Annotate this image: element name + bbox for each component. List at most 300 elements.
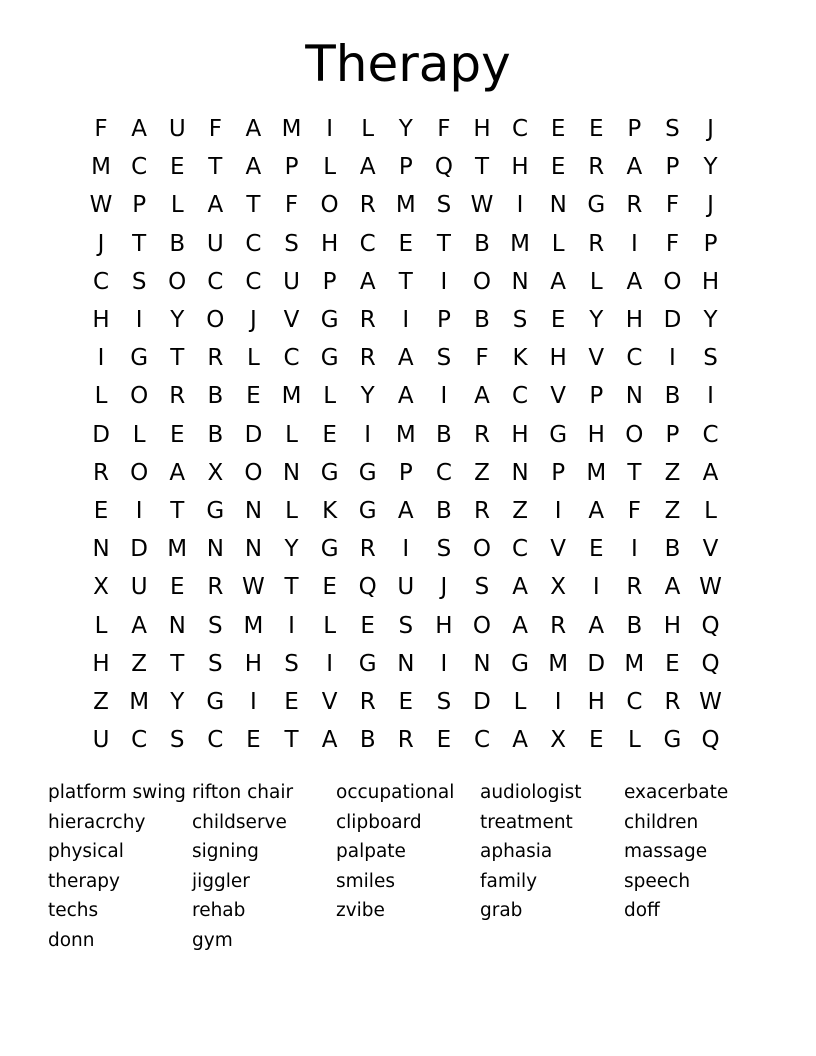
grid-letter: C — [283, 345, 300, 372]
grid-letter: W — [699, 688, 722, 715]
grid-letter: F — [665, 230, 680, 257]
word-list-item: grab — [480, 900, 523, 921]
grid-letter: T — [170, 345, 185, 372]
grid-letter: A — [474, 383, 490, 410]
grid-letter: R — [93, 459, 110, 486]
grid-letter: U — [283, 268, 300, 295]
grid-letter: E — [550, 154, 566, 181]
grid-letter: I — [402, 307, 410, 334]
grid-letter: A — [626, 268, 643, 295]
grid-letter: R — [473, 497, 490, 524]
word-list-item: signing — [192, 841, 259, 862]
grid-letter: C — [435, 459, 452, 486]
grid-letter: E — [322, 421, 337, 448]
grid-letter: N — [511, 268, 529, 295]
grid-letter: I — [669, 345, 676, 372]
grid-letter: Y — [703, 307, 718, 334]
word-list-item: rifton chair — [192, 782, 294, 803]
grid-letter: E — [284, 688, 299, 715]
grid-letter: H — [320, 230, 339, 257]
grid-letter: S — [169, 727, 185, 754]
grid-letter: T — [284, 727, 299, 754]
grid-letter: C — [702, 421, 719, 448]
grid-letter: E — [398, 230, 414, 257]
grid-letter: V — [321, 688, 338, 715]
grid-letter: W — [242, 574, 265, 601]
grid-letter: W — [470, 192, 494, 219]
grid-letter: R — [588, 154, 605, 181]
grid-letter: G — [663, 727, 682, 754]
grid-letter: C — [626, 345, 643, 372]
grid-letter: N — [168, 612, 186, 639]
grid-letter: S — [284, 230, 299, 257]
grid-letter: Q — [701, 727, 720, 754]
grid-letter: E — [246, 383, 261, 410]
grid-letter: S — [703, 345, 718, 372]
grid-letter: M — [91, 154, 111, 181]
grid-letter: Y — [170, 307, 185, 334]
word-list-item: clipboard — [336, 811, 422, 833]
grid-letter: P — [132, 192, 147, 219]
grid-letter: D — [92, 421, 110, 448]
grid-letter: R — [359, 345, 376, 372]
grid-letter: M — [167, 536, 188, 563]
word-list-item: donn — [48, 929, 95, 951]
grid-letter: R — [664, 688, 681, 715]
grid-letter: H — [473, 116, 491, 143]
grid-letter: N — [244, 536, 263, 563]
grid-letter: Z — [93, 688, 109, 715]
grid-letter: G — [320, 345, 339, 372]
grid-letter: I — [440, 650, 448, 677]
grid-letter: A — [397, 383, 414, 410]
grid-letter: G — [511, 650, 529, 677]
grid-letter: P — [703, 230, 718, 257]
grid-letter: N — [397, 650, 415, 677]
grid-letter: C — [473, 727, 491, 754]
grid-letter: R — [588, 230, 605, 257]
grid-letter: R — [359, 688, 376, 715]
grid-letter: T — [246, 192, 261, 219]
grid-letter: I — [592, 574, 600, 601]
grid-letter: E — [665, 650, 680, 677]
page-title: Therapy — [305, 35, 511, 93]
grid-letter: R — [169, 383, 186, 410]
grid-letter: G — [587, 192, 606, 219]
grid-letter: A — [702, 459, 719, 486]
grid-letter: A — [131, 116, 147, 143]
word-list-item: occupational — [336, 782, 455, 803]
grid-letter: O — [130, 459, 149, 486]
word-list-item: rehab — [192, 900, 246, 921]
grid-letter: V — [550, 383, 567, 410]
grid-letter: S — [512, 307, 528, 334]
grid-letter: M — [548, 650, 569, 677]
word-list-item: speech — [624, 870, 691, 892]
grid-letter: C — [512, 536, 529, 563]
grid-letter: F — [475, 345, 489, 372]
grid-letter: F — [208, 116, 222, 143]
grid-letter: C — [207, 727, 224, 754]
grid-letter: L — [285, 421, 298, 448]
grid-letter: A — [169, 459, 186, 486]
grid-letter: E — [588, 727, 604, 754]
grid-letter: M — [243, 612, 264, 639]
grid-letter: K — [322, 497, 338, 524]
grid-letter: G — [320, 536, 339, 563]
grid-letter: I — [402, 536, 410, 563]
grid-letter: E — [169, 154, 185, 181]
grid-letter: R — [207, 574, 224, 601]
grid-letter: I — [630, 536, 638, 563]
word-list-item: hieracrchy — [48, 811, 146, 833]
grid-letter: T — [208, 154, 223, 181]
grid-letter: F — [284, 192, 299, 219]
grid-letter: M — [395, 192, 416, 219]
grid-letter: J — [440, 574, 448, 601]
grid-letter: L — [94, 612, 108, 639]
grid-letter: I — [97, 345, 105, 372]
grid-letter: H — [549, 345, 567, 372]
grid-letter: J — [707, 192, 714, 219]
grid-letter: U — [92, 727, 110, 754]
grid-letter: C — [245, 268, 262, 295]
grid-letter: N — [511, 459, 529, 486]
grid-letter: S — [208, 650, 223, 677]
grid-letter: A — [550, 268, 567, 295]
grid-letter: G — [358, 497, 377, 524]
grid-letter: C — [207, 268, 224, 295]
grid-letter: U — [130, 574, 148, 601]
grid-letter: R — [626, 574, 643, 601]
grid-letter: M — [281, 116, 302, 143]
grid-letter: M — [586, 459, 607, 486]
grid-letter: S — [474, 574, 490, 601]
grid-letter: Y — [589, 307, 604, 334]
grid-letter: T — [170, 650, 185, 677]
grid-letter: S — [436, 345, 452, 372]
grid-letter: C — [131, 727, 148, 754]
word-list-item: therapy — [48, 870, 120, 892]
grid-letter: F — [94, 116, 108, 143]
grid-letter: Q — [434, 154, 453, 181]
word-list — [48, 778, 768, 955]
grid-letter: H — [511, 154, 529, 181]
grid-letter: L — [513, 688, 527, 715]
word-list-item: jiggler — [192, 870, 250, 892]
grid-letter: O — [472, 612, 492, 639]
grid-letter: J — [250, 307, 257, 334]
grid-letter: Z — [664, 497, 681, 524]
grid-letter: A — [397, 345, 414, 372]
grid-letter: H — [663, 612, 682, 639]
grid-letter: A — [512, 574, 528, 601]
grid-letter: H — [511, 421, 529, 448]
grid-letter: V — [702, 536, 719, 563]
grid-letter: S — [284, 650, 299, 677]
grid-letter: A — [512, 727, 528, 754]
grid-letter: V — [550, 536, 567, 563]
grid-letter: B — [474, 307, 490, 334]
grid-letter: I — [440, 383, 448, 410]
grid-letter: S — [131, 268, 147, 295]
grid-letter: P — [551, 459, 566, 486]
grid-letter: G — [549, 421, 568, 448]
grid-letter: A — [131, 612, 147, 639]
grid-letter: P — [665, 421, 680, 448]
grid-letter: M — [281, 383, 302, 410]
grid-letter: X — [93, 574, 109, 601]
grid-letter: B — [436, 421, 452, 448]
word-list-item: children — [624, 811, 699, 833]
grid-letter: B — [207, 421, 224, 448]
word-list-item: smiles — [336, 870, 395, 892]
grid-letter: I — [326, 650, 333, 677]
grid-letter: G — [320, 307, 339, 334]
grid-letter: X — [550, 727, 567, 754]
grid-letter: A — [588, 612, 605, 639]
grid-letter: L — [323, 612, 337, 639]
grid-letter: B — [626, 612, 643, 639]
grid-letter: N — [282, 459, 301, 486]
grid-letter: O — [625, 421, 644, 448]
grid-letter: A — [245, 154, 262, 181]
grid-letter: M — [510, 230, 530, 257]
grid-letter: O — [206, 307, 225, 334]
grid-letter: L — [704, 497, 717, 524]
grid-letter: R — [397, 727, 414, 754]
grid-letter: T — [627, 459, 642, 486]
word-list-item: palpate — [336, 841, 406, 862]
grid-letter: B — [474, 230, 490, 257]
grid-letter: N — [625, 383, 643, 410]
word-list-item: exacerbate — [624, 782, 729, 803]
word-list-item: physical — [48, 841, 124, 862]
word-list-item: treatment — [480, 811, 573, 833]
grid-letter: I — [630, 230, 638, 257]
grid-letter: Q — [701, 612, 720, 639]
grid-letter: U — [206, 230, 224, 257]
grid-letter: S — [665, 116, 680, 143]
grid-letter: T — [170, 497, 185, 524]
grid-letter: M — [395, 421, 416, 448]
grid-letter: E — [360, 612, 375, 639]
grid-letter: O — [244, 459, 263, 486]
grid-letter: O — [168, 268, 187, 295]
grid-letter: H — [587, 421, 605, 448]
grid-letter: N — [206, 536, 224, 563]
grid-letter: B — [664, 536, 681, 563]
grid-letter: U — [397, 574, 415, 601]
grid-letter: L — [323, 383, 337, 410]
letter-grid — [82, 110, 730, 759]
word-list-item: family — [480, 870, 538, 892]
grid-letter: O — [130, 383, 149, 410]
grid-letter: B — [207, 383, 224, 410]
grid-letter: P — [589, 383, 604, 410]
grid-letter: L — [627, 727, 641, 754]
grid-letter: L — [132, 421, 146, 448]
grid-letter: D — [587, 650, 606, 677]
grid-letter: H — [587, 688, 605, 715]
grid-letter: C — [245, 230, 262, 257]
grid-letter: C — [93, 268, 110, 295]
grid-letter: F — [437, 116, 451, 143]
grid-letter: G — [320, 459, 339, 486]
grid-letter: M — [624, 650, 645, 677]
grid-letter: Z — [131, 650, 148, 677]
grid-letter: Q — [358, 574, 377, 601]
grid-letter: C — [512, 116, 529, 143]
grid-letter: E — [93, 497, 109, 524]
word-list-item: audiologist — [480, 782, 582, 803]
grid-letter: V — [588, 345, 605, 372]
grid-letter: L — [589, 268, 603, 295]
grid-letter: R — [359, 536, 376, 563]
grid-letter: H — [92, 650, 110, 677]
grid-letter: X — [550, 574, 567, 601]
grid-letter: I — [440, 268, 448, 295]
grid-letter: R — [359, 192, 376, 219]
grid-letter: N — [549, 192, 567, 219]
grid-letter: L — [361, 116, 375, 143]
grid-letter: A — [626, 154, 643, 181]
grid-letter: I — [250, 688, 257, 715]
grid-letter: Y — [360, 383, 375, 410]
grid-letter: F — [627, 497, 641, 524]
grid-letter: Y — [284, 536, 299, 563]
word-list-item: doff — [624, 900, 660, 921]
grid-letter: X — [207, 459, 224, 486]
grid-letter: R — [473, 421, 490, 448]
grid-letter: M — [129, 688, 150, 715]
grid-letter: A — [207, 192, 224, 219]
grid-letter: K — [512, 345, 528, 372]
grid-letter: C — [359, 230, 376, 257]
grid-letter: J — [707, 116, 714, 143]
grid-letter: C — [512, 383, 529, 410]
word-list-item: techs — [48, 900, 99, 921]
grid-letter: T — [132, 230, 147, 257]
grid-letter: I — [707, 383, 714, 410]
grid-letter: T — [474, 154, 490, 181]
grid-letter: P — [665, 154, 680, 181]
grid-letter: V — [283, 307, 300, 334]
grid-letter: E — [322, 574, 337, 601]
grid-letter: J — [97, 230, 105, 257]
grid-letter: G — [206, 688, 225, 715]
grid-letter: I — [135, 307, 143, 334]
grid-letter: B — [664, 383, 681, 410]
grid-letter: I — [135, 497, 143, 524]
grid-letter: H — [92, 307, 110, 334]
grid-letter: B — [359, 727, 376, 754]
grid-letter: Z — [474, 459, 490, 486]
grid-letter: P — [284, 154, 299, 181]
grid-letter: N — [92, 536, 110, 563]
grid-letter: O — [663, 268, 682, 295]
grid-letter: R — [359, 307, 376, 334]
grid-letter: A — [359, 154, 376, 181]
grid-letter: F — [665, 192, 680, 219]
grid-letter: N — [473, 650, 491, 677]
grid-letter: O — [472, 536, 492, 563]
grid-letter: Y — [703, 154, 718, 181]
grid-letter: S — [436, 192, 452, 219]
grid-letter: C — [626, 688, 643, 715]
word-list-item: gym — [192, 929, 233, 951]
grid-letter: G — [358, 650, 377, 677]
grid-letter: D — [130, 536, 148, 563]
grid-letter: P — [436, 307, 451, 334]
word-list-item: childserve — [192, 811, 287, 833]
grid-letter: H — [244, 650, 263, 677]
grid-letter: A — [588, 497, 605, 524]
grid-letter: W — [699, 574, 722, 601]
grid-letter: E — [436, 727, 452, 754]
grid-letter: L — [551, 230, 565, 257]
grid-letter: B — [436, 497, 452, 524]
word-list-item: platform swing — [48, 782, 186, 803]
grid-letter: I — [364, 421, 372, 448]
grid-letter: L — [285, 497, 298, 524]
grid-letter: U — [168, 116, 186, 143]
grid-letter: E — [550, 116, 566, 143]
grid-letter: O — [320, 192, 339, 219]
grid-letter: G — [130, 345, 149, 372]
word-list-item: aphasia — [480, 841, 553, 862]
grid-letter: S — [398, 612, 414, 639]
grid-letter: E — [169, 421, 185, 448]
grid-letter: T — [284, 574, 299, 601]
grid-letter: E — [398, 688, 414, 715]
grid-letter: D — [244, 421, 263, 448]
grid-letter: P — [398, 459, 413, 486]
grid-letter: E — [588, 116, 604, 143]
grid-letter: I — [326, 116, 333, 143]
grid-letter: E — [169, 574, 185, 601]
grid-letter: S — [208, 612, 223, 639]
grid-letter: I — [554, 497, 562, 524]
grid-letter: P — [322, 268, 337, 295]
grid-letter: T — [436, 230, 451, 257]
grid-letter: H — [435, 612, 453, 639]
grid-letter: A — [397, 497, 414, 524]
grid-letter: G — [358, 459, 377, 486]
grid-letter: S — [436, 536, 452, 563]
grid-letter: L — [323, 154, 337, 181]
grid-letter: D — [663, 307, 682, 334]
word-list-item: zvibe — [336, 900, 385, 921]
grid-letter: T — [398, 268, 413, 295]
grid-letter: R — [626, 192, 643, 219]
grid-letter: I — [516, 192, 524, 219]
grid-letter: S — [436, 688, 452, 715]
grid-letter: A — [664, 574, 681, 601]
grid-letter: W — [89, 192, 113, 219]
grid-letter: A — [245, 116, 262, 143]
grid-letter: L — [247, 345, 260, 372]
grid-letter: Z — [512, 497, 528, 524]
grid-letter: H — [701, 268, 720, 295]
grid-letter: R — [550, 612, 567, 639]
grid-letter: P — [627, 116, 642, 143]
grid-letter: L — [170, 192, 184, 219]
grid-letter: A — [359, 268, 376, 295]
grid-letter: D — [473, 688, 491, 715]
grid-letter: I — [554, 688, 562, 715]
grid-letter: H — [625, 307, 643, 334]
